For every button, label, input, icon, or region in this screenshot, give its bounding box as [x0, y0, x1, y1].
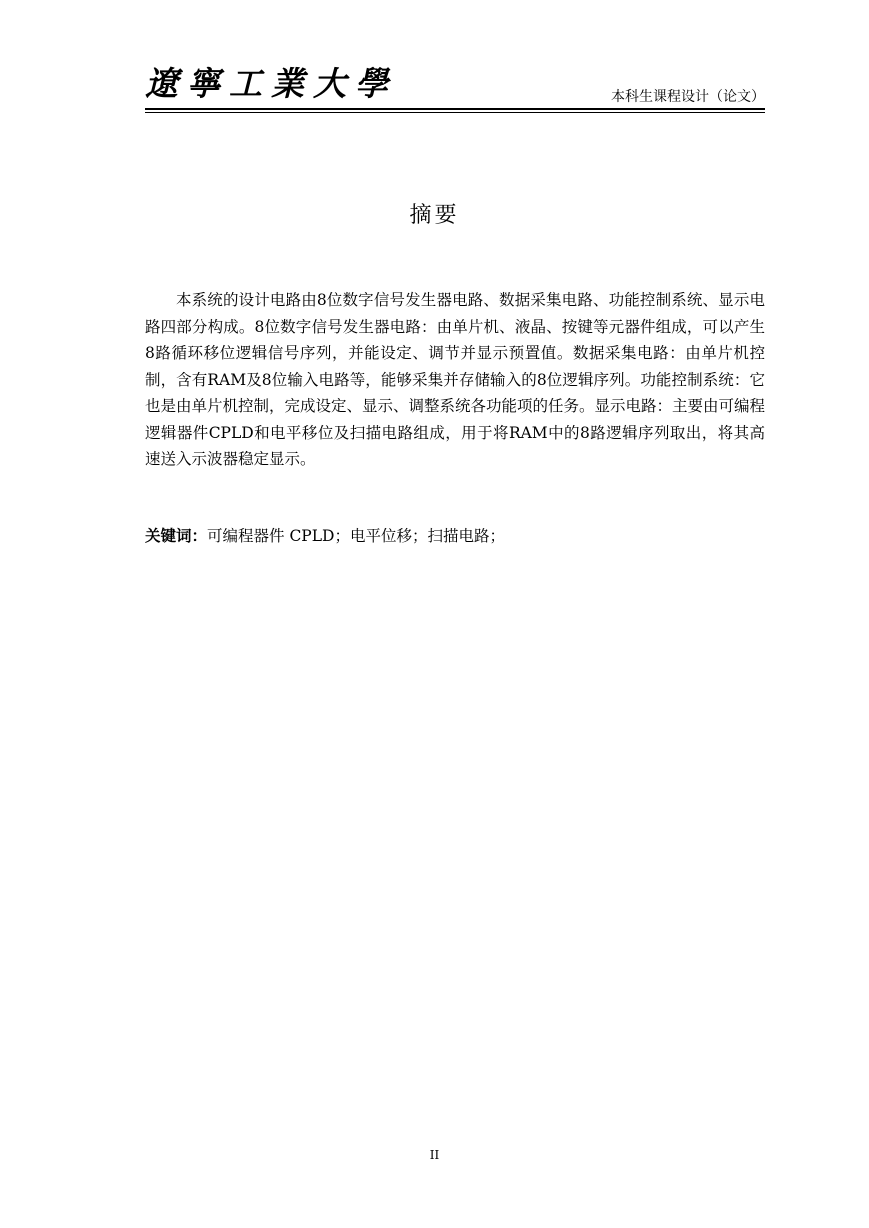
abstract-title: 摘要: [409, 203, 460, 228]
university-logo: 遼寧工業大學: [145, 64, 397, 103]
abstract-body: 本系统的设计电路由8位数字信号发生器电路、数据采集电路、功能控制系统、显示电路四部分构成。8位数字信号发生器电路：由单片机、液晶、按键等元器件组成，可以产生8路循环移位逻辑信号序列，并能设定、调节并显示预置值。数据采集电路：由单片机控制，含有RAM及8位输入电路等，能够采集并存储输入的8位逻辑序列。功能控制系统：它也是由单片机控制，完成设定、显示、调整系统各功能项的任务。显示电路：主要由可编程逻辑器件CPLD和电平移位及扫描电路组成，用于将RAM中的8路逻辑序列取出，将其高速送入示波器稳定显示。: [145, 291, 766, 468]
keywords-text: 可编程器件 CPLD；电平位移；扫描电路；: [207, 527, 505, 545]
header-document-type: 本科生课程设计（论文）: [611, 89, 765, 105]
keywords-line: [145, 523, 765, 549]
header-rule-thick: [145, 108, 765, 110]
page-number: II: [429, 1148, 440, 1162]
keywords-label: 关键词：: [145, 527, 208, 545]
header-rule-thin: [145, 112, 765, 113]
page-header: [145, 60, 765, 114]
